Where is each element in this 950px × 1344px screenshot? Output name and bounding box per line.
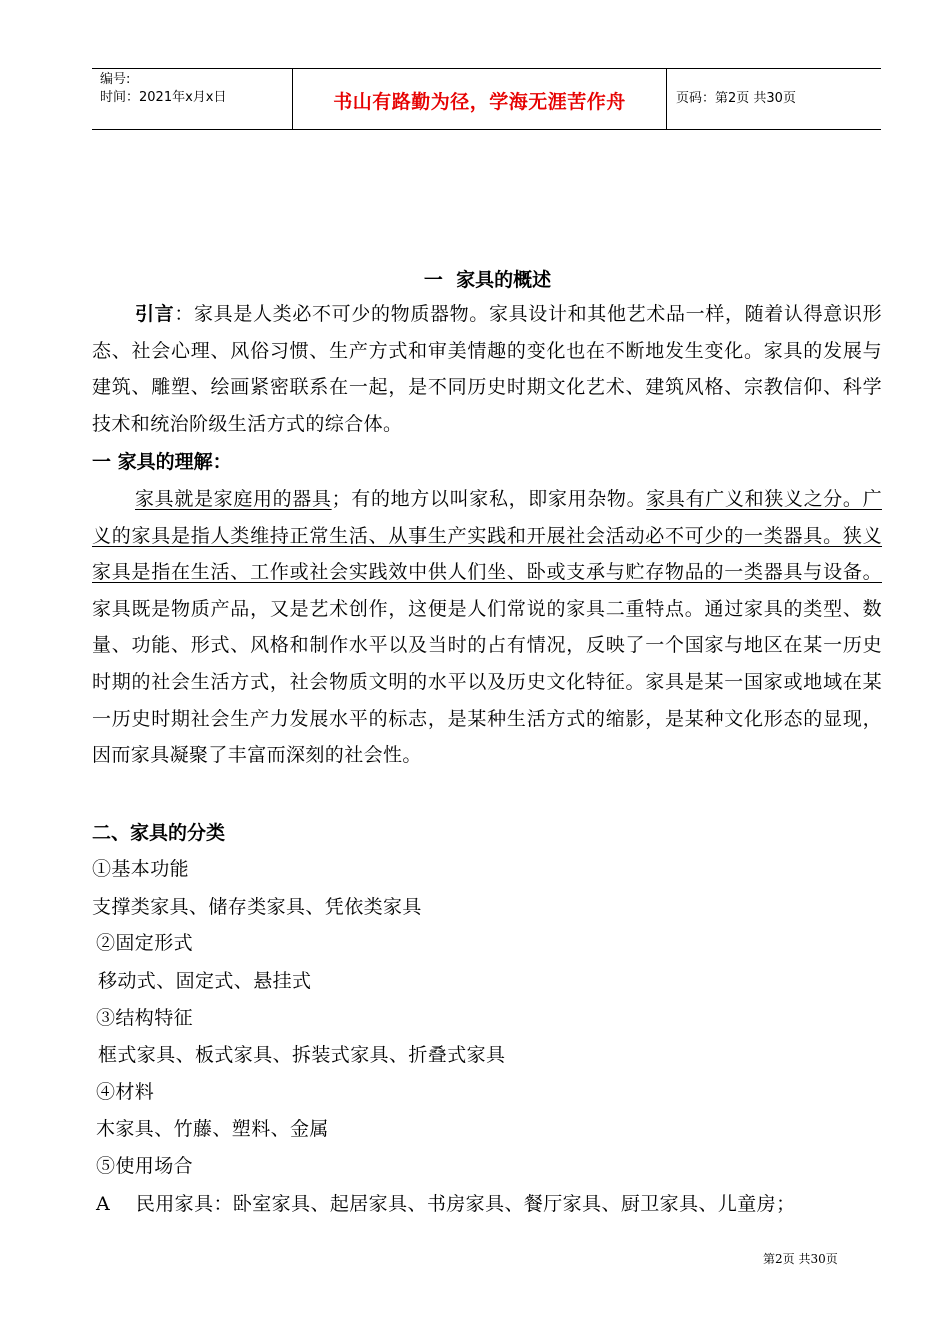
category-item: ③结构特征 xyxy=(96,1007,194,1029)
category-item: 木家具、竹藤、塑料、金属 xyxy=(96,1118,329,1140)
time-label: 时间：2021年x月x日 xyxy=(100,90,227,105)
category-item: 框式家具、板式家具、拆装式家具、折叠式家具 xyxy=(98,1044,506,1066)
motto-text: 书山有路勤为径，学海无涯苦作舟 xyxy=(333,91,626,113)
section2-heading: 二、家具的分类 xyxy=(92,822,226,844)
category-item: ②固定形式 xyxy=(96,932,194,954)
header-right-cell xyxy=(666,69,881,129)
page-label: 页码：第2页 共30页 xyxy=(676,91,796,106)
document-title: 一 家具的概述 xyxy=(423,269,552,291)
definition-text-2: 家具既是物质产品，又是艺术创作，这便是人们常说的家具二重特点。通过家具的类型、数量、功能、形式、风格和制作水平以及当时的占有情况，反映了一个国家与地区在某一历史时期的社会生活方式，社会物质文明的水平以及历史文化特征。家具是某一国家或地域在某一历史时期社会生产力发展水平的标志，是某种生活方式的缩影，是某种文化形态的显现，因而家具凝聚了丰富而深刻的社会性。 xyxy=(92,597,882,767)
section1-heading: 一 家具的理解： xyxy=(92,451,232,473)
category-item: ①基本功能 xyxy=(92,858,190,880)
definition-underlined-2: 家具有广义和狭义之分。广义的家具是指人类维持正常生活、从事生产实践和开展社会活动必不可少的一类器具。狭义家具是指在生活、工作或社会实践效中供人们坐、卧或支承与贮存物品的一类器具与设备。 xyxy=(92,488,882,584)
intro-paragraph xyxy=(92,296,882,442)
page-header xyxy=(92,68,881,130)
intro-lead: 引言 xyxy=(135,303,175,325)
page-footer: 第2页 共30页 xyxy=(763,1252,838,1266)
category-item: A 民用家具：卧室家具、起居家具、书房家具、餐厅家具、厨卫家具、儿童房； xyxy=(96,1193,796,1215)
section1-paragraph xyxy=(92,481,882,774)
number-label: 编号: xyxy=(100,72,131,87)
category-item: ⑤使用场合 xyxy=(96,1155,194,1177)
intro-text: ：家具是人类必不可少的物质器物。家具设计和其他艺术品一样，随着认得意识形态、社会心理、风俗习惯、生产方式和审美情趣的变化也在不断地发生变化。家具的发展与建筑、雕塑、绘画紧密联系在一起，是不同历史时期文化艺术、建筑风格、宗教信仰、科学技术和统治阶级生活方式的综合体。 xyxy=(92,303,882,435)
definition-underlined-1: 家具就是家庭用的器具 xyxy=(135,488,332,510)
definition-text-1: ；有的地方以叫家私，即家用杂物。 xyxy=(331,488,647,510)
category-item: 支撑类家具、储存类家具、凭依类家具 xyxy=(92,896,422,918)
category-item: ④材料 xyxy=(96,1081,155,1103)
header-left-cell xyxy=(92,69,292,129)
category-item: 移动式、固定式、悬挂式 xyxy=(98,970,312,992)
header-middle-cell xyxy=(292,69,667,129)
